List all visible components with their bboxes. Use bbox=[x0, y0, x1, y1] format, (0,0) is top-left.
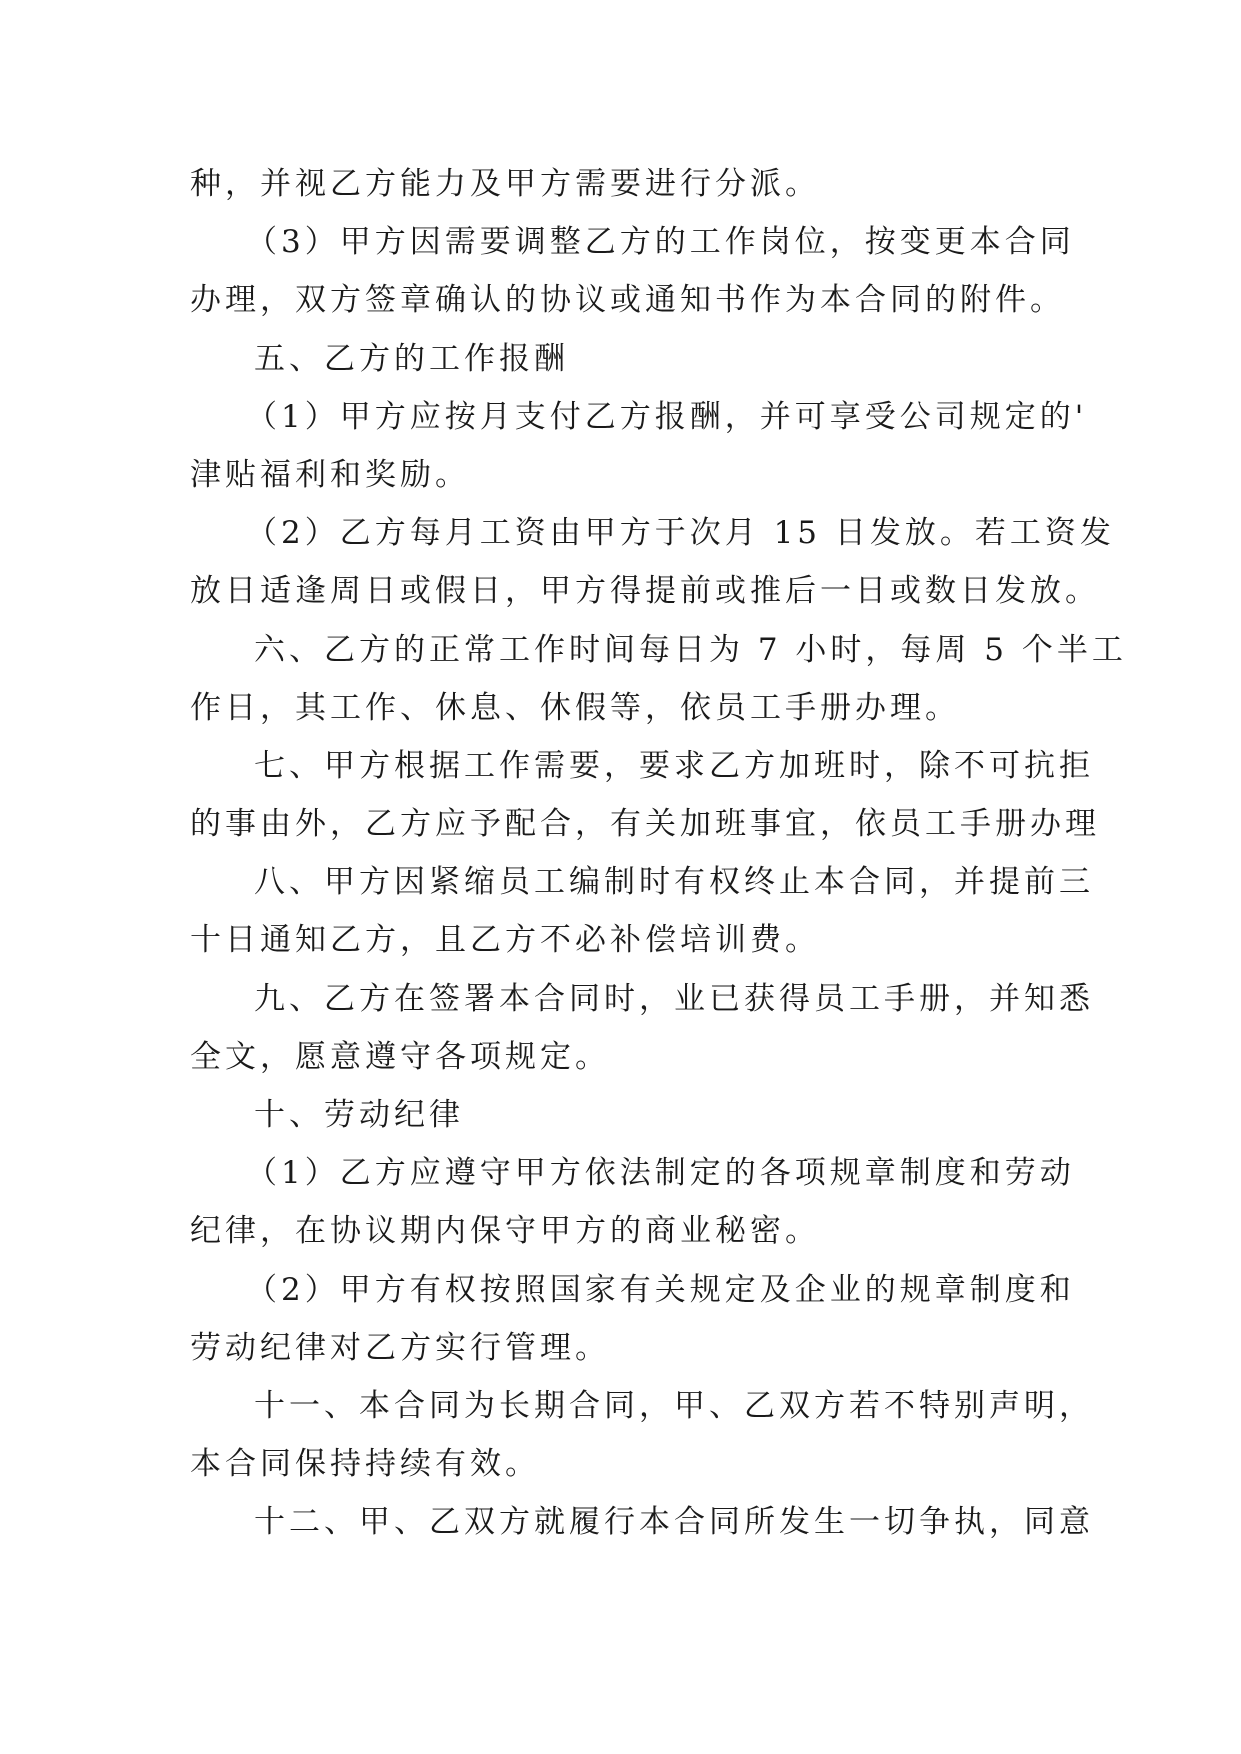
section-heading: 五、乙方的工作报酬 bbox=[254, 340, 569, 377]
text-line: 六、乙方的正常工作时间每日为 7 小时，每周 5 个半工 bbox=[254, 631, 1127, 668]
text-line: 本合同保持持续有效。 bbox=[190, 1446, 540, 1483]
text-line: 办理，双方签章确认的协议或通知书作为本合同的附件。 bbox=[190, 282, 1065, 319]
text-line: 劳动纪律对乙方实行管理。 bbox=[190, 1329, 610, 1366]
text-line: 十一、本合同为长期合同，甲、乙双方若不特别声明， bbox=[254, 1387, 1094, 1424]
contract-body bbox=[190, 155, 1127, 1552]
text-line: （1）甲方应按月支付乙方报酬，并可享受公司规定的' bbox=[246, 398, 1088, 435]
text-line: 津贴福利和奖励。 bbox=[190, 456, 470, 493]
text-line: 十日通知乙方，且乙方不必补偿培训费。 bbox=[190, 922, 820, 959]
text-line: 全文，愿意遵守各项规定。 bbox=[190, 1038, 610, 1075]
text-line: 的事由外，乙方应予配合，有关加班事宜，依员工手册办理 bbox=[190, 806, 1100, 843]
text-line: （2）甲方有权按照国家有关规定及企业的规章制度和 bbox=[246, 1271, 1075, 1308]
text-line: （2）乙方每月工资由甲方于次月 15 日发放。若工资发 bbox=[246, 515, 1115, 552]
text-line: 作日，其工作、休息、休假等，依员工手册办理。 bbox=[190, 689, 960, 726]
text-line: 十二、甲、乙双方就履行本合同所发生一切争执，同意 bbox=[254, 1504, 1094, 1541]
text-line: 九、乙方在签署本合同时，业已获得员工手册，并知悉 bbox=[254, 980, 1094, 1017]
text-line: （1）乙方应遵守甲方依法制定的各项规章制度和劳动 bbox=[246, 1155, 1075, 1192]
text-line: 种，并视乙方能力及甲方需要进行分派。 bbox=[190, 166, 820, 202]
section-heading: 十、劳动纪律 bbox=[254, 1097, 464, 1133]
text-line: （3）甲方因需要调整乙方的工作岗位，按变更本合同 bbox=[246, 224, 1075, 261]
text-line: 七、甲方根据工作需要，要求乙方加班时，除不可抗拒 bbox=[254, 747, 1094, 784]
text-line: 放日适逢周日或假日，甲方得提前或推后一日或数日发放。 bbox=[190, 573, 1100, 610]
text-line: 八、甲方因紧缩员工编制时有权终止本合同，并提前三 bbox=[254, 864, 1094, 901]
text-line: 纪律，在协议期内保守甲方的商业秘密。 bbox=[190, 1213, 820, 1250]
